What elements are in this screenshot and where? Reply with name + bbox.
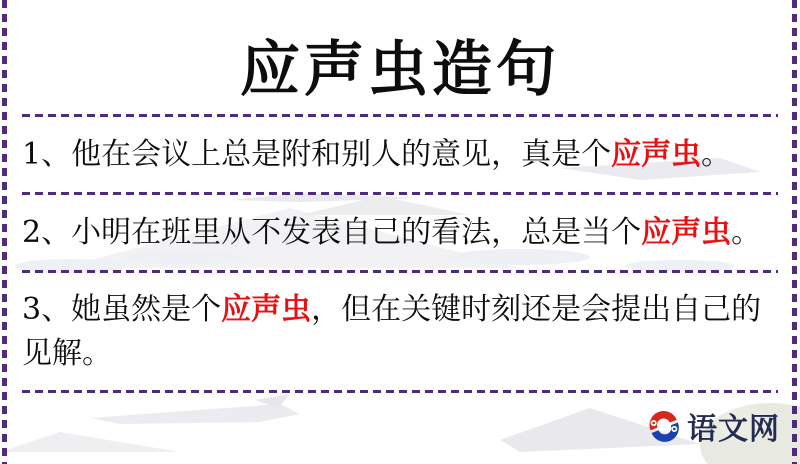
sentence-text: 1、他在会议上总是附和别人的意见，真是个: [22, 137, 612, 172]
separator-line: [22, 390, 778, 393]
site-logo-text: 语文网: [687, 413, 780, 446]
site-logo: [647, 404, 780, 448]
sentence-text: 3、她虽然是个: [22, 292, 222, 327]
example-sentence-2: [22, 211, 780, 255]
sentence-text: 2、小明在班里从不发表自己的看法，总是当个: [22, 215, 642, 250]
highlighted-keyword: 应声虫: [221, 292, 312, 327]
taiji-fish-icon: [647, 409, 681, 443]
sentence-text: 。: [731, 215, 762, 250]
sentence-text: 。: [701, 137, 732, 172]
highlighted-keyword: 应声虫: [641, 215, 732, 250]
separator-line: [22, 270, 778, 273]
separator-line: [22, 114, 778, 117]
sentence-text: ，但在关键时刻还是会提出自己的见解。: [22, 292, 762, 371]
page-title: 应声虫造句: [240, 35, 560, 105]
separator-line: [22, 192, 778, 195]
example-sentence-3: [22, 288, 780, 376]
example-sentence-1: [22, 133, 780, 177]
highlighted-keyword: 应声虫: [611, 137, 702, 172]
